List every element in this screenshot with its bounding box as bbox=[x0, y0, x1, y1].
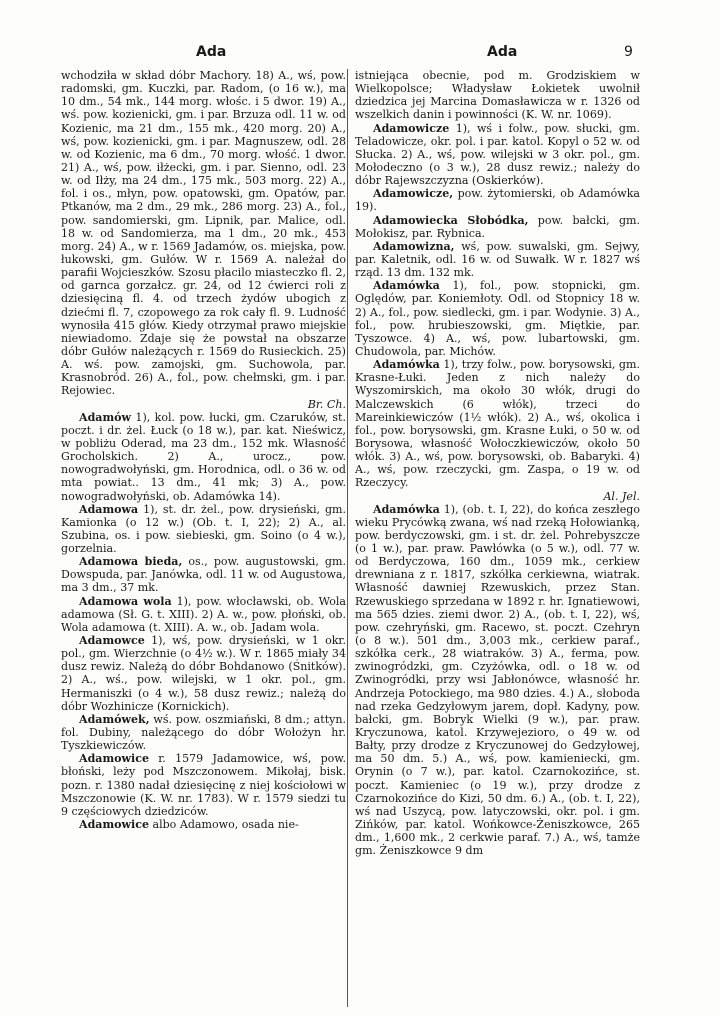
dictionary-entry bbox=[355, 358, 640, 489]
entry-headword: Adamówka bbox=[373, 358, 440, 372]
dictionary-entry bbox=[61, 411, 346, 503]
dictionary-entry bbox=[355, 69, 640, 122]
entry-headword: Adamowce bbox=[79, 634, 145, 648]
entry-headword: Adamowa bieda, bbox=[79, 555, 183, 569]
entry-headword: Adamówka bbox=[373, 279, 440, 293]
right-column bbox=[355, 69, 640, 857]
running-head-left: Ada bbox=[196, 44, 227, 60]
entry-text: 1), wś, pow. drysieński, w 1 okr. pol., gm. Wierzchnie (o 4½ w.). W r. 1865 miały 34 dusz rewiz. Należą do dóbr Bohdanowo (Śnitków). 2) A., wś., pow. wilejski, w 1 okr. pol., gm. Hermaniszki (o 4 w.), 58 dusz rewiz.; należą do dóbr Wozhinicze (Kornickich). bbox=[61, 634, 346, 713]
entry-headword: Adamowa wola bbox=[79, 594, 172, 608]
entry-signature: Al. Jel. bbox=[603, 489, 640, 503]
dictionary-entry bbox=[355, 187, 640, 213]
entry-text: 1), wś i folw., pow. słucki, gm. Teladowicze, okr. pol. i par. katol. Kopyl o 52 w. od Słucka. 2) A., wś, pow. wilejski w 3 okr. pol., gm. Mołodeczno (o 3 w.), 28 dusz rewiz.; należy do dóbr Rajewszczyzna (Oskierków). bbox=[355, 121, 640, 188]
dictionary-entry bbox=[355, 279, 640, 358]
entry-text: 1), kol. pow. łucki, gm. Czaruków, st. poczt. i dr. żel. Łuck (o 18 w.), par. kat. Nieświcz, w pobliżu Oderad, ma 23 dm., 152 mk. Własność Grocholskich. 2) A., urocz., pow. nowogradwołyński, gm. Horodnica, odl. o 36 w. od mta powiat.. 13 dm., 41 mk; 3) A., pow. nowogradwołyński, ob. Adamówka 14). bbox=[61, 410, 346, 503]
entry-text: pow. żytomierski, ob Adamówka 19). bbox=[355, 187, 640, 214]
entry-text: r. 1579 Jadamowice, wś, pow. błoński, leży pod Mszczonowem. Mikołaj, bisk. pozn. r. 1380 nadał dziesięcinę z niej kościołowi w Mszczonowie (K. W. nr. 1783). W r. 1579 siedzi tu 9 częściowych dziedziców. bbox=[61, 752, 346, 818]
entry-text: 1), pow. włocławski, ob. Wola adamowa (Sł. G. t. XIII). 2) A. w., pow. płoński, ob. Wola adamowa (t. XIII). A. w., ob. Jadam wola. bbox=[61, 594, 346, 634]
running-head-right: Ada bbox=[487, 44, 518, 60]
entry-headword: Adamówek, bbox=[79, 712, 150, 726]
dictionary-entry bbox=[355, 503, 640, 858]
page-number: 9 bbox=[624, 44, 633, 60]
entry-headword: Adamowa bbox=[79, 502, 139, 516]
entry-text: 1), st. dr. żel., pow. drysieński, gm. Kamionka (o 12 w.) (Ob. t. I, 22); 2) A., al. Szubina, os. i pow. siebieski, gm. Soino (o 4 w.), gorzelnia. bbox=[61, 502, 346, 556]
entry-text: 1), fol., pow. stopnicki, gm. Oględów, par. Koniemłoty. Odl. od Stopnicy 18 w. 2) A., fol., pow. siedlecki, gm. i par. Wodynie. 3) A., fol., pow. hrubieszowski, gm. Miętkie, par. Tyszowce. 4) A., wś, pow. lubartowski, gm. Chudowola, par. Michów. bbox=[355, 279, 640, 358]
dictionary-entry bbox=[61, 634, 346, 713]
entry-headword: Adamowice bbox=[79, 818, 149, 832]
dictionary-entry bbox=[355, 214, 640, 240]
entry-signature: Br. Ch. bbox=[307, 397, 346, 411]
dictionary-entry bbox=[355, 122, 640, 188]
dictionary-entry bbox=[355, 240, 640, 279]
entry-headword: Adamowicze, bbox=[373, 187, 454, 201]
entry-text: wchodziła w skład dóbr Machory. 18) A., wś, pow. radomski, gm. Kuczki, par. Radom, (o 16 w.), ma 10 dm., 54 mk., 144 morg. włośc. i 5 dwor. 19) A., wś. pow. kozienicki, gm. i par. Brzuza odl. 11 w. od Kozienic, ma 21 dm., 155 mk., 420 morg. 20) A., wś, pow. kozienicki, gm. i par. Magnuszew, odl. 28 w. od Kozienic, ma 6 dm., 70 morg. włość. 1 dwor. 21) A., wś, pow. iłżecki, gm. i par. Sienno, odl. 23 w. od Iłży, ma 24 dm., 175 mk., 503 morg. 22) A., fol. i os., młyn, pow. opatowski, gm. Opatów, par. Ptkanów, ma 2 dm., 29 mk., 286 morg. 23) A., fol., pow. sandomierski, gm. Lipnik, par. Malice, odl. 18 w. od Sandomierza, ma 1 dm., 20 mk., 453 morg. 24) A., w r. 1569 Jadamów, os. miejska, pow. łukowski, gm. Gułów. W r. 1569 A. należał do parafii Wojcieszków. Szosu płacilo miasteczko fl. 2, od garnca gorzałcz. gr. 24, od 12 ćwierci roli z dziesięciną fl. 4. od trzech żydów ubogich z dziećmi fl. 7, czopowego za rok cały fl. 9. Ludność wynosiła 415 głów. Kiedy otrzymał prawo miejskie niewiadomo. Zdaje się że powstał na obszarze dóbr Gułów należących r. 1569 do Rusieckich. 25) A. wś. pow. zamojski, gm. Suchowola, par. Krasnobród. 26) A., fol., pow. chełmski, gm. i par. Rejowiec. bbox=[61, 69, 346, 398]
dictionary-entry bbox=[61, 713, 346, 752]
entry-headword: Adamowice bbox=[79, 752, 149, 766]
column-divider bbox=[347, 69, 348, 1007]
entry-headword: Adamowiecka Słobódka, bbox=[373, 213, 529, 227]
entry-text: wś, pow. suwalski, gm. Sejwy, par. Kaletnik, odl. 16 w. od Suwałk. W r. 1827 wś rząd. 13 dm. 132 mk. bbox=[355, 239, 640, 280]
dictionary-entry bbox=[61, 555, 346, 594]
dictionary-entry bbox=[61, 69, 346, 398]
entry-headword: Adamowicze bbox=[373, 121, 450, 135]
dictionary-entry bbox=[61, 818, 346, 831]
entry-text: wś. pow. oszmiański, 8 dm.; attyn. fol. Dubiny, należącego do dóbr Wołożyn hr. Tyszkiewiczów. bbox=[61, 712, 346, 753]
entry-text: os., pow. augustowski, gm. Dowspuda, par. Janówka, odl. 11 w. od Augustowa, ma 3 dm., 37 mk. bbox=[61, 555, 346, 595]
entry-text: pow. bałcki, gm. Mołokisz, par. Rybnica. bbox=[355, 213, 641, 240]
dictionary-entry bbox=[61, 503, 346, 556]
entry-text: istniejąca obecnie, pod m. Grodziskiem w Wielkopolsce; Władysław Łokietek uwolnił dziedzica jej Marcina Domasławicza w r. 1326 od wszelkich danin i powinności (K. W. nr. 1069). bbox=[355, 69, 640, 122]
entry-headword: Adamówka bbox=[373, 502, 440, 516]
entry-text: albo Adamowo, osada nie- bbox=[148, 818, 299, 832]
dictionary-entry bbox=[61, 595, 346, 634]
entry-headword: Adamów bbox=[79, 410, 132, 424]
left-column bbox=[61, 69, 346, 831]
dictionary-entry bbox=[61, 752, 346, 818]
entry-headword: Adamowizna, bbox=[373, 239, 455, 253]
entry-text: 1), trzy folw., pow. borysowski, gm. Krasne-Łuki. Jeden z nich należy do Wyszomirskich, ma około 30 włók, drugi do Malczewskich (6 włók), trzeci do Mareinkiewiczów (1½ włók). 2) A., wś, okolica i fol., pow. borysowski, gm. Krasne Łuki, o 50 w. od Borysowa, własność Wołoczkiewiczów, około 50 włók. 3) A., wś, pow. borysowski, ob. Babaryki. 4) A., wś, pow. rzeczycki, gm. Zaspa, o 19 w. od Rzeczycy. bbox=[355, 358, 640, 490]
entry-text: 1), (ob. t. I, 22), do końca zeszłego wieku Prycówką zwana, wś nad rzeką Hołowianką, pow. berdyczowski, gm. i st. dr. żel. Pohrebyszcze (o 1 w.), par. praw. Pawłówka (o 5 w.), odl. 77 w. od Berdyczowa, 160 dm., 1059 mk., cerkiew drewniana z r. 1817, szkółka cerkiewna, wiatrak. Własność dawniej Rzewuskich, przez Stan. Rzewuskiego sprzedana w 1892 r. hr. Ignatiewowi, ma 565 dzies. ziemi dwor. 2) A., (ob. t. I, 22), wś, pow. czehryński, gm. Racewo, st. poczt. Czehryn (o 8 w.). 501 dm., 3,003 mk., cerkiew paraf., szkółka cerk., 28 wiatraków. 3) A., ferma, pow. zwinogródzki, gm. Czyżówka, odl. o 18 w. od Zwinogródki, przy wsi Jabłonówce, własność hr. Andrzeja Potockiego, ma 980 dzies. 4.) A., słoboda nad rzeka Gedzyłowym jarem, dopł. Kadyny, pow. bałcki, gm. Bobryk Wielki (9 w.), par. praw. Kryczunowa, katol. Krzywejezioro, o 49 w. od Bałty, przy drodze z Kryczunowej do Gedzyłowej, ma 50 dm. 5.) A., wś, pow. kamieniecki, gm. Orynin (o 7 w.), par. katol. Czarnokozińce, st. poczt. Kamieniec (o 19 w.), przy drodze z Czarnokozińce do Kizi, 50 dm. 6.) A., (ob. t. I, 22), wś nad Uszycą, pow. latyczowski, okr. pol. i gm. Zińków, par. katol. Wońkowce-Żeniszkowce, 265 dm., 1,600 mk., 2 cerkwie paraf. 7.) A., wś, tamże gm. Żeniszkowce 9 dm bbox=[355, 502, 640, 858]
